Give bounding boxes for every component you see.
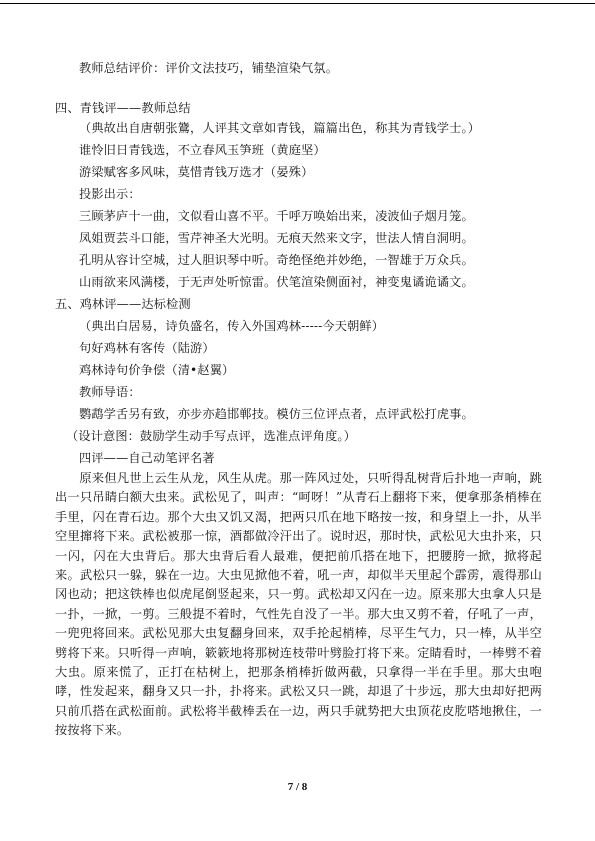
teacher-intro-label: 教师导语： xyxy=(79,385,141,399)
teacher-summary-line: 教师总结评价：评价文法技巧，铺垫渲染气氛。 xyxy=(79,61,339,75)
section-five-heading: 五、鸡林评——达标检测 xyxy=(55,297,191,311)
page-number: 7 / 8 xyxy=(287,781,308,793)
projection-verse-1: 三顾茅庐十一曲，文似看山喜不平。千呼万唤始出来，凌波仙子烟月笼。 xyxy=(79,209,474,223)
projection-label: 投影出示： xyxy=(79,187,141,201)
poem-quote-huang: 谁怜旧日青钱选，不立春风玉笋班（黄庭坚） xyxy=(79,143,326,157)
poem-quote-zhao: 鸡林诗句价争偿（清•赵翼） xyxy=(79,363,235,377)
header-rule xyxy=(0,3,595,4)
projection-verse-4: 山雨欲来风满楼，于无声处听惊雷。伏笔渲染侧面衬，神变鬼谲诡谲文。 xyxy=(79,275,474,289)
poem-quote-yan: 游梁赋客多风味，莫惜青钱万选才（晏殊） xyxy=(79,165,314,179)
projection-verse-2: 凤姐贾芸斗口能，雪芹神圣大光明。无痕天然来文字，世法人情自洞明。 xyxy=(79,231,474,245)
fourth-review-heading: 四评——自己动笔评名著 xyxy=(79,451,215,465)
teacher-intro-text: 鹦鹉学舌另有致，亦步亦趋邯郸技。模仿三位评点者，点评武松打虎事。 xyxy=(79,407,474,421)
section-four-heading: 四、青钱评——教师总结 xyxy=(55,101,191,115)
allusion-note-qingqian: （典故出自唐朝张鷟，人评其文章如青钱，篇篇出色，称其为青钱学士。） xyxy=(79,121,481,135)
passage-wusong-tiger: 原来但凡世上云生从龙，风生从虎。那一阵风过处，只听得乱树背后扑地一声响，跳出一只吊睛白额大虫来。武松见了，叫声：“呵呀！”从青石上翻将下来，便拿那条梢棒在手里，闪在青石边。那个大虫又饥又渴，把两只爪在地下略按一按，和身望上一扑，从半空里撺将下来。武松被那一惊，酒都做冷汗出了。说时迟，那时快，武松见大虫扑来，只一闪，闪在大虫背后。那大虫背后看人最难，便把前爪搭在地下，把腰胯一掀，掀将起来。武松只一躲，躲在一边。大虫见掀他不着，吼一声，却似半天里起个霹雳，震得那山冈也动；把这铁棒也似虎尾倒竖起来，只一剪。武松却又闪在一边。原来那大虫拿人只是一扑，一掀，一剪。三般提不着时，气性先自没了一半。那大虫又剪不着，仔吼了一声，一兜兜将回来。武松见那大虫复翻身回来，双手抡起梢棒，尽平生气力，只一棒，从半空劈将下来。只听得一声响，簌簌地将那树连枝带叶劈脸打将下来。定睛看时，一棒劈不着大虫。原来慌了，正打在枯树上，把那条梢棒折做两截，只拿得一半在手里。那大虫咆哮，性发起来，翻身又只一扑，扑将来。武松又只一跳，却退了十步远，那大虫却好把两只前爪搭在武松面前。武松将半截棒丢在一边，两只手就势把大虫顶花皮肐嗒地揪住，一按按将下来。 xyxy=(55,471,542,738)
allusion-note-jilin: （典出白居易，诗负盛名，传入外国鸡林-----今天朝鲜） xyxy=(79,319,385,333)
projection-verse-3: 孔明从容计空城，过人胆识琴中听。奇绝怪绝并妙绝，一智雄于万众兵。 xyxy=(79,253,474,267)
poem-quote-lu: 句好鸡林有客传（陆游） xyxy=(79,341,215,355)
design-intent-note: （设计意图：鼓励学生动手写点评，选准点评角度。） xyxy=(66,429,356,443)
